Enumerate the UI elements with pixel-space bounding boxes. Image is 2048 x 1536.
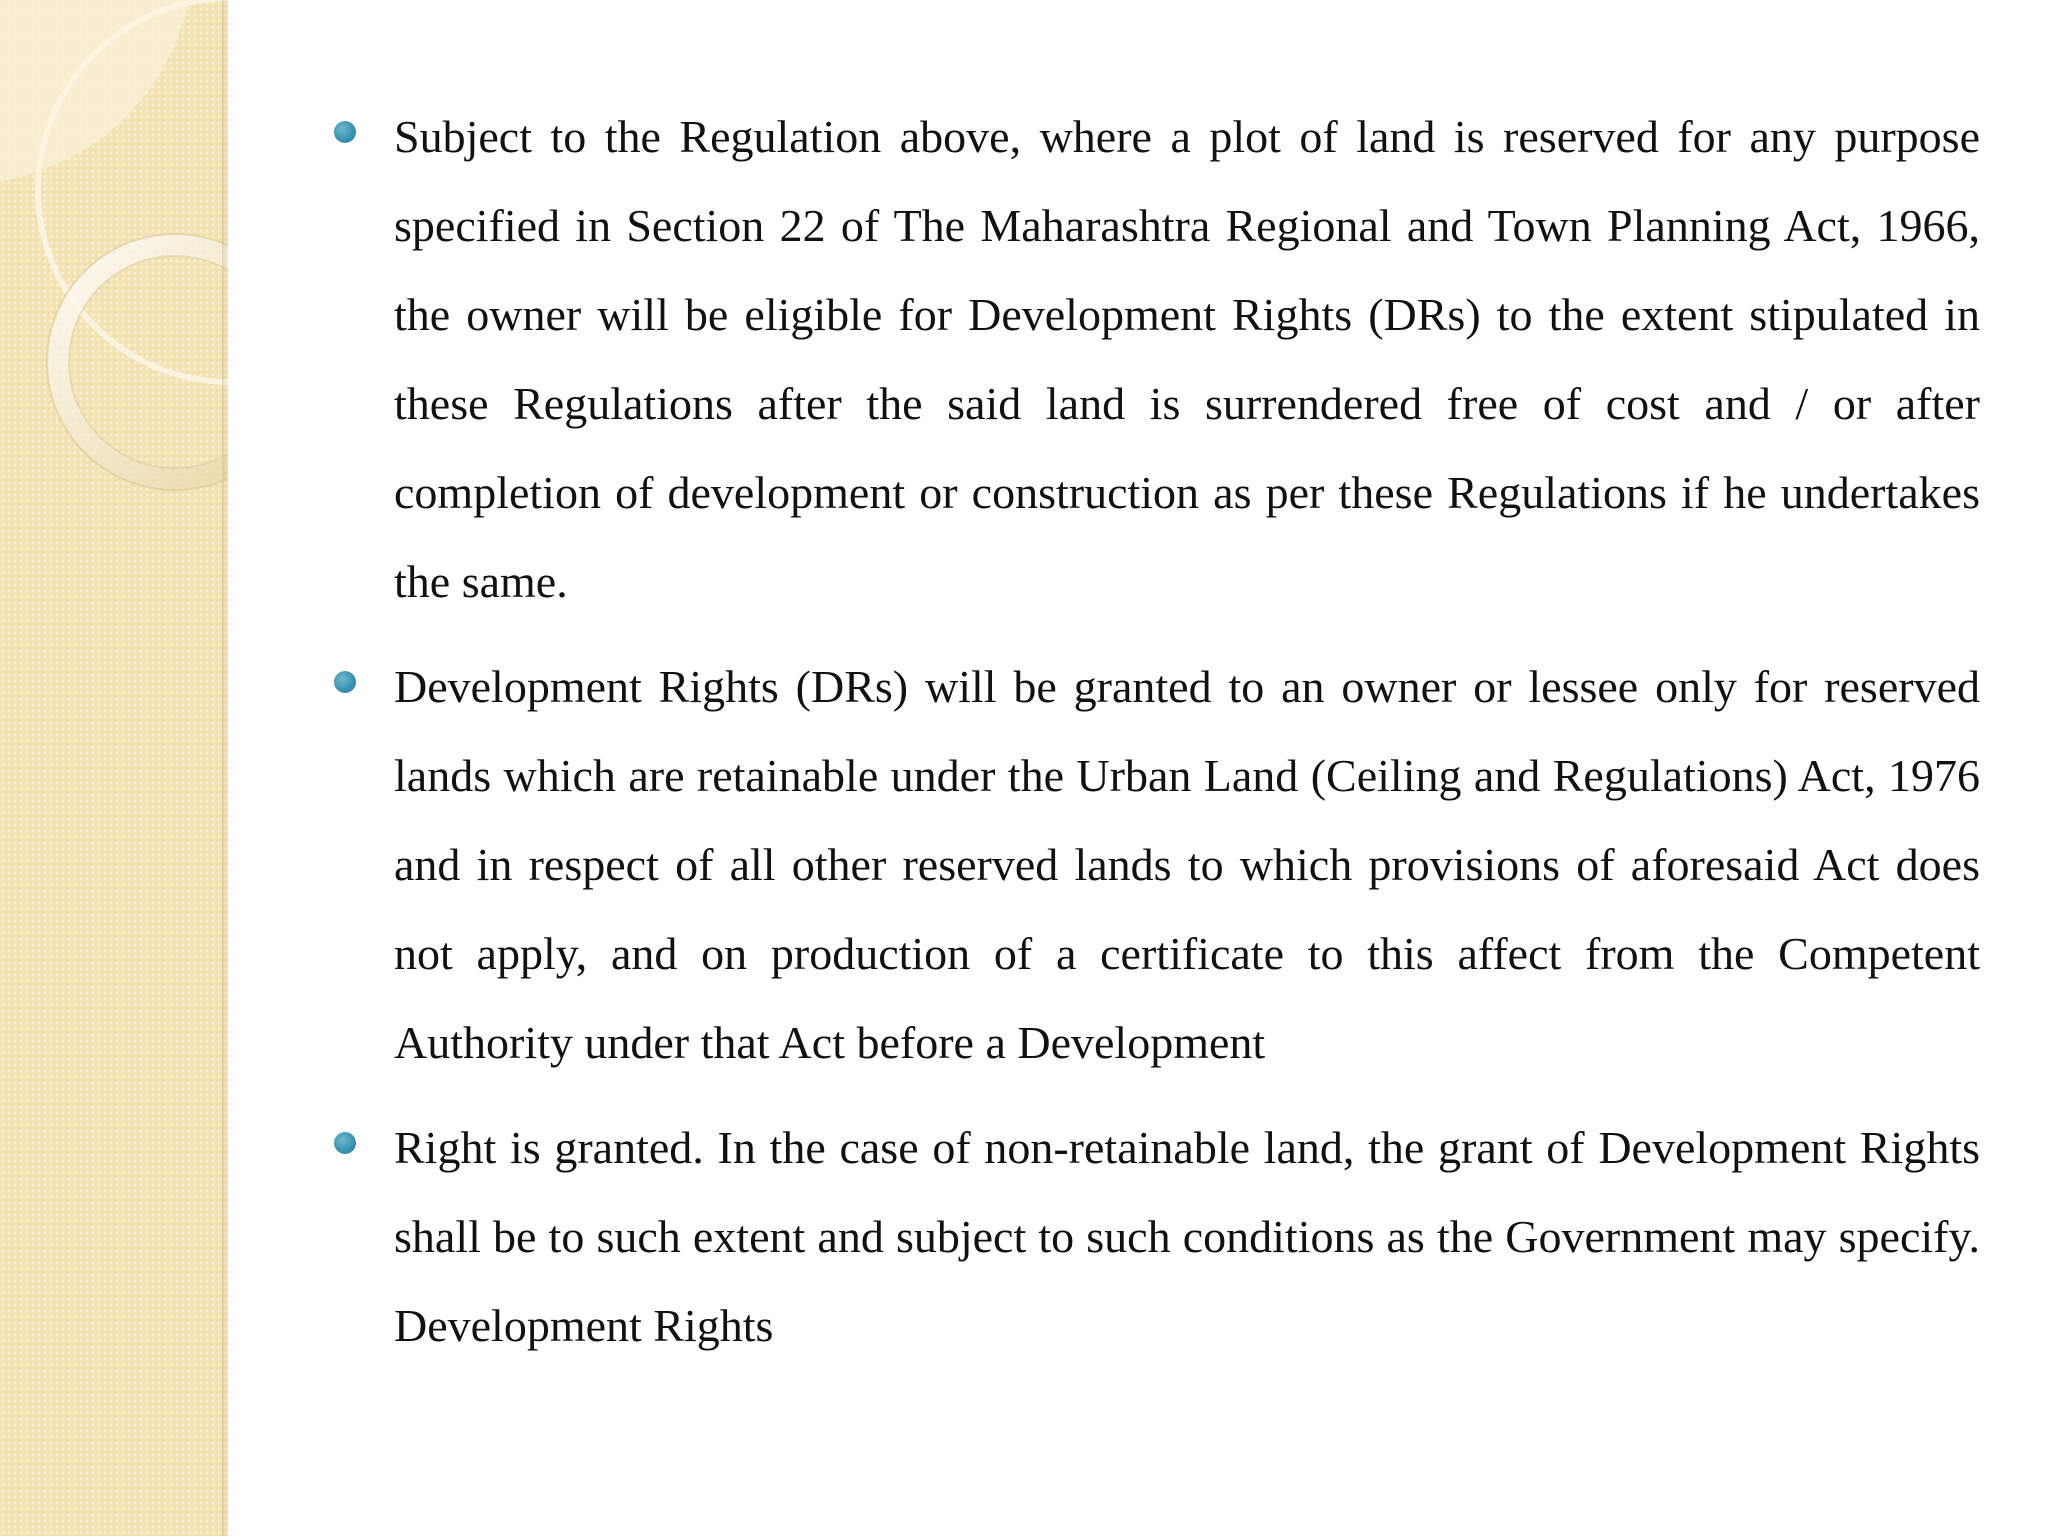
decorative-side-panel [0, 0, 228, 1536]
panel-edge-shadow [222, 0, 228, 1536]
round-bullet-icon [334, 1132, 356, 1154]
bullet-list [330, 92, 1980, 1370]
decorative-rings-icon [0, 0, 228, 520]
round-bullet-icon [334, 121, 356, 143]
bullet-text: Development Rights (DRs) will be granted to an owner or lessee only for reserved lands which are retainable under the Urban Land (Ceiling and Regulations) Act, 1976 and in respect of all other reserved lands to which provisions of aforesaid Act does not apply, and on production of a certificate to this affect from the Competent Authority under that Act before a Development [394, 661, 1980, 1068]
bullet-item [330, 1103, 1980, 1370]
bullet-item [330, 92, 1980, 626]
slide-content [330, 92, 1980, 1386]
bullet-text: Right is granted. In the case of non-retainable land, the grant of Development Rights shall be to such extent and subject to such conditions as the Government may specify. Development Rights [394, 1122, 1980, 1351]
bullet-item [330, 642, 1980, 1087]
round-bullet-icon [334, 671, 356, 693]
bullet-text: Subject to the Regulation above, where a plot of land is reserved for any purpose specified in Section 22 of The Maharashtra Regional and Town Planning Act, 1966, the owner will be eligible for Development Rights (DRs) to the extent stipulated in these Regulations after the said land is surrendered free of cost and / or after completion of development or construction as per these Regulations if he undertakes the same. [394, 111, 1980, 607]
